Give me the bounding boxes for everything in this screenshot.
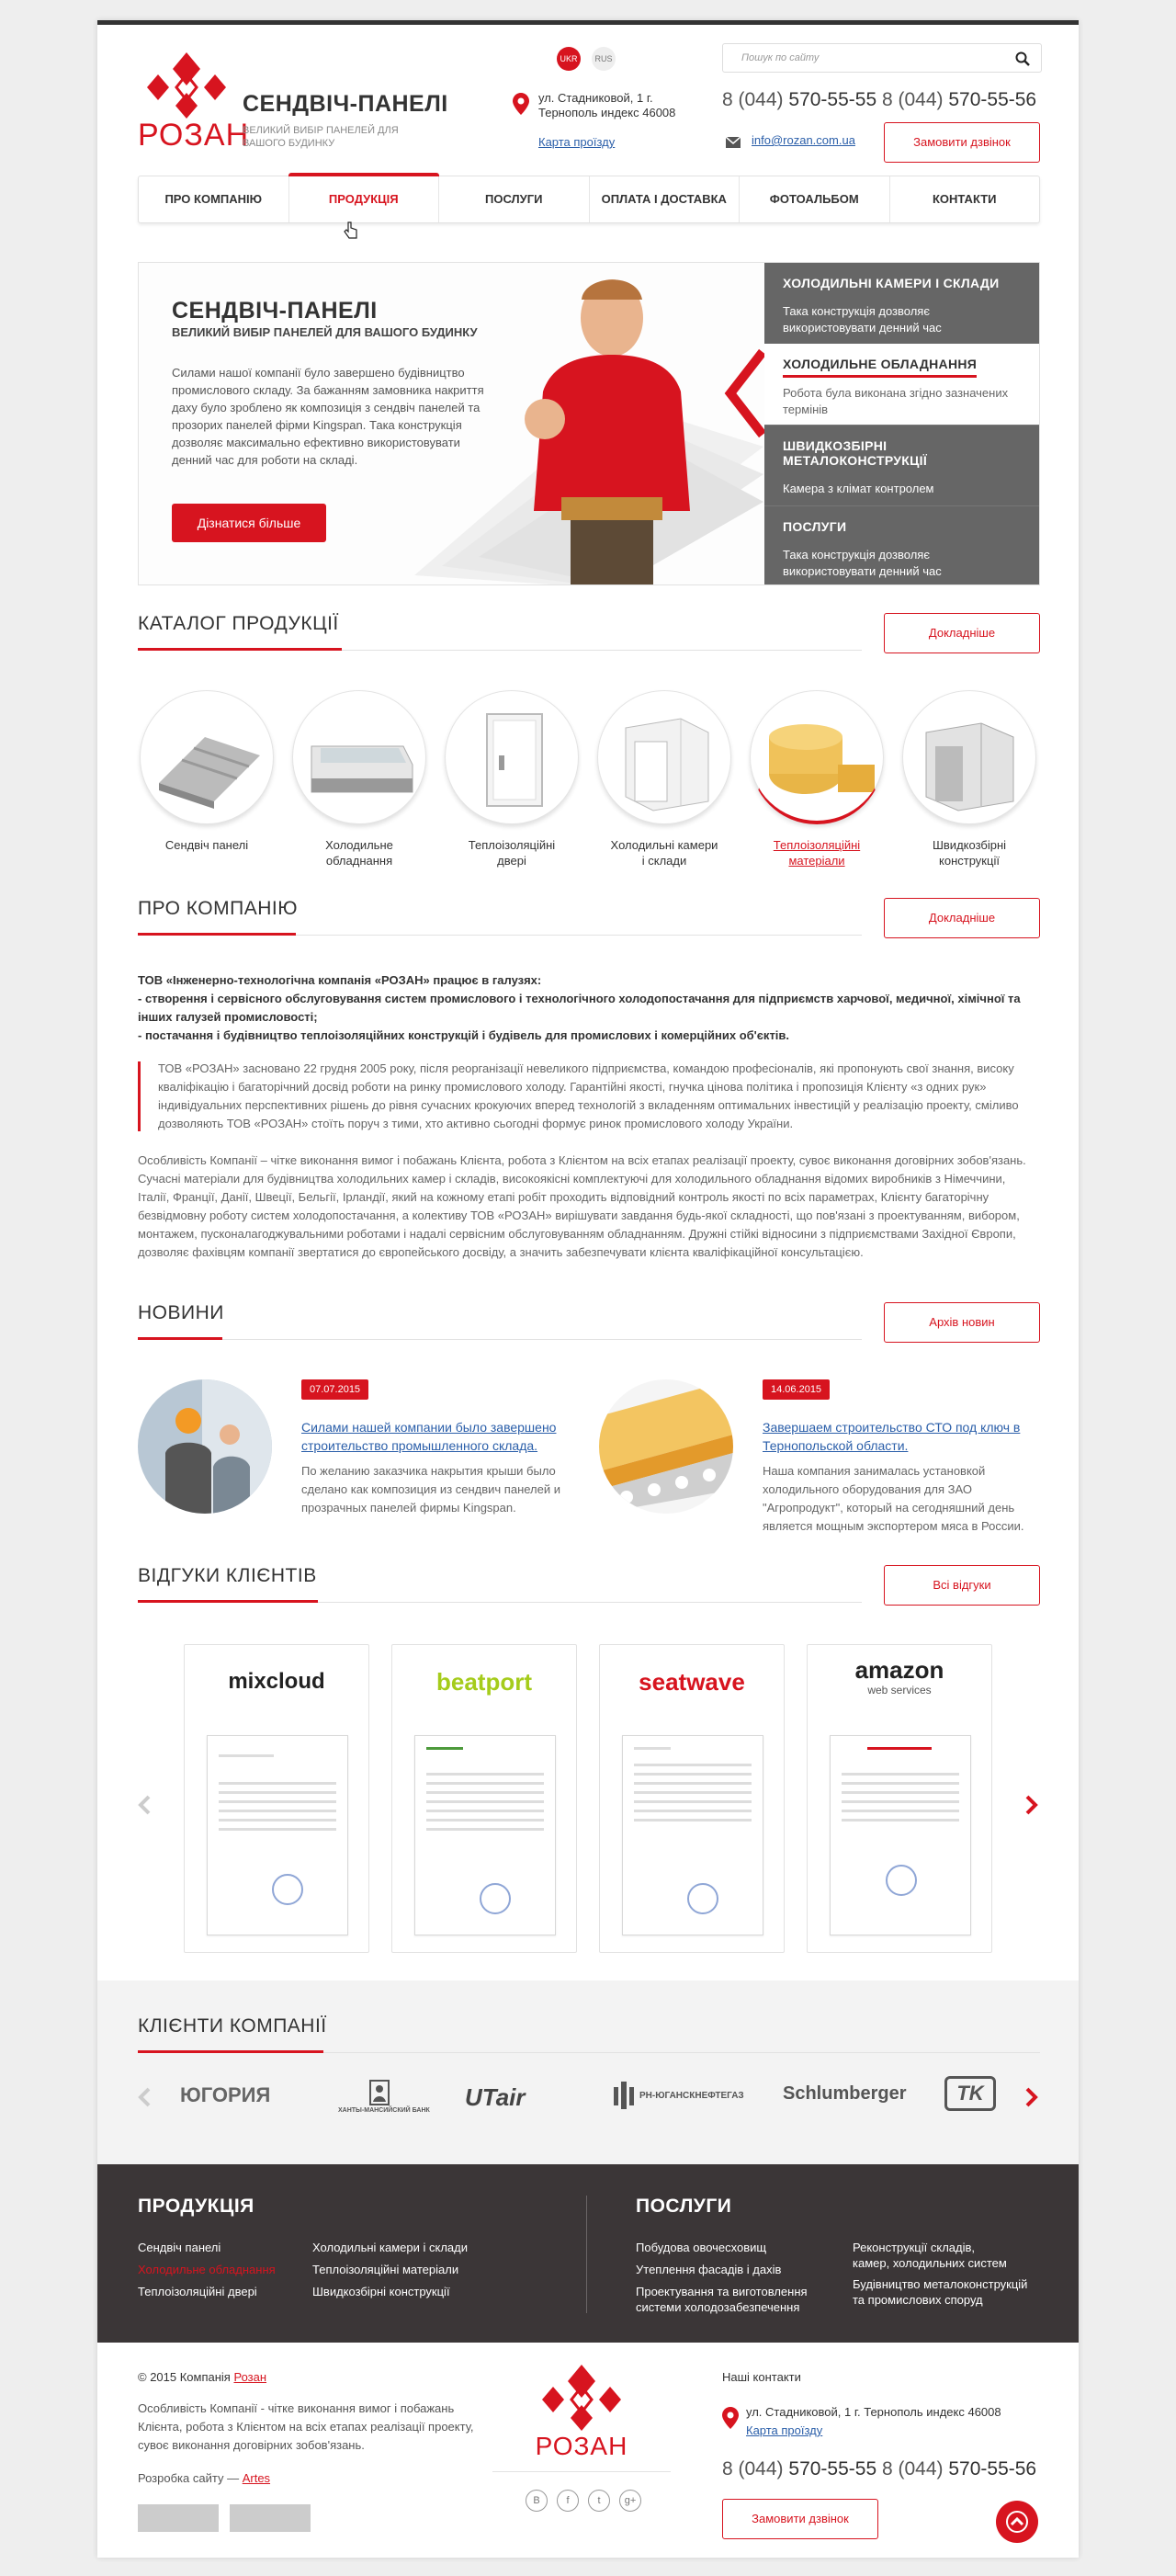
- counter-badge-1[interactable]: [138, 2504, 219, 2532]
- hero-subtitle: ВЕЛИКИЙ ВИБІР ПАНЕЛЕЙ ДЛЯ ВАШОГО БУДИНКУ: [172, 325, 478, 339]
- news-title-link-2[interactable]: Завершаем строительство СТО под ключ в Тернопольской области.: [763, 1420, 1021, 1453]
- cold-room-image: [597, 690, 731, 824]
- insulated-door-image: [445, 690, 579, 824]
- quick-build-image: [902, 690, 1036, 824]
- footer-service-link-1[interactable]: Побудова овочесховищ: [636, 2241, 767, 2254]
- news-archive-button[interactable]: Архів новин: [884, 1302, 1040, 1343]
- review-letter-image: [414, 1735, 556, 1935]
- search-icon[interactable]: [1015, 51, 1030, 66]
- review-card-mixcloud[interactable]: [184, 1644, 369, 1953]
- clients-prev-arrow-icon[interactable]: [138, 2087, 151, 2107]
- hero-tabs: [764, 263, 1040, 585]
- nav-item-products[interactable]: ПРОДУКЦІЯ: [289, 176, 440, 222]
- about-title: ПРО КОМПАНІЮ: [138, 898, 298, 919]
- clients-section: [97, 1980, 1079, 2164]
- catalog-item-cooling[interactable]: Холодильне обладнання: [290, 690, 428, 868]
- footer-services-title: ПОСЛУГИ: [636, 2196, 732, 2217]
- client-logo-rn[interactable]: РН-ЮГАНСКНЕФТЕГАЗ: [639, 2091, 744, 2101]
- location-pin-icon: [513, 93, 529, 115]
- review-card-seatwave[interactable]: [599, 1644, 785, 1953]
- footer-products-title: ПРОДУКЦІЯ: [138, 2196, 254, 2217]
- active-tab-chevron-icon: [721, 347, 767, 439]
- client-logo-schlumberger[interactable]: Schlumberger: [783, 2083, 907, 2104]
- sandwich-panel-image: [140, 690, 274, 824]
- hero-tab-cold-rooms[interactable]: ХОЛОДИЛЬНІ КАМЕРИ І СКЛАДИ Така конструкція дозволяє використовувати денний час: [764, 263, 1040, 344]
- catalog-title: КАТАЛОГ ПРОДУКЦІЇ: [138, 613, 339, 634]
- footer-product-link-6[interactable]: Швидкозбірні конструкції: [312, 2285, 450, 2298]
- contacts-title: Наші контакти: [722, 2370, 801, 2384]
- catalog-underline: [138, 648, 342, 651]
- about-underline: [138, 933, 296, 936]
- footer-description: Особливість Компанії - чітке виконання вимог і побажань Клієнта, робота з Клієнтом на всіх етапах реалізації проекту, сувоє виконання договірних зобов'язань.: [138, 2401, 474, 2452]
- footer-product-link-4[interactable]: Холодильні камери і склади: [312, 2241, 468, 2254]
- hero-text: Силами нашої компанії було завершено будівництво промислового складу. За бажанням замовника накриття даху було зроблено як композиція з сендвіч панелей та прозорих панелей фірми Kingspan. Така конструкція дозволяє максимально ефективно використовувати денний час для роботи на складі.: [172, 366, 484, 467]
- news-image-2[interactable]: [599, 1379, 733, 1514]
- news-underline: [138, 1337, 222, 1340]
- footer-service-link-2[interactable]: Утеплення фасадів і дахів: [636, 2263, 782, 2276]
- logo-text: РОЗАН: [138, 118, 250, 153]
- callback-button[interactable]: Замовити дзвінок: [884, 122, 1040, 163]
- hero-tab-cooling-equipment[interactable]: ХОЛОДИЛЬНЕ ОБЛАДНАННЯ Робота була виконана згідно зазначених термінів: [764, 344, 1040, 425]
- location-pin-icon: [722, 2407, 739, 2429]
- review-letter-image: [622, 1735, 763, 1935]
- catalog-item-cold-rooms[interactable]: Холодильні камери і склади: [595, 690, 733, 868]
- reviews-underline: [138, 1600, 318, 1603]
- catalog-item-sandwich[interactable]: Сендвіч панелі: [138, 690, 276, 853]
- search-input[interactable]: Пошук по сайту: [722, 43, 1042, 73]
- lang-ukr[interactable]: UKR: [557, 47, 581, 71]
- seatwave-logo: seatwave: [639, 1668, 745, 1696]
- main-nav: [138, 176, 1040, 223]
- header-map-link[interactable]: Карта проїзду: [538, 135, 616, 149]
- catalog-item-doors[interactable]: Теплоізоляційні двері: [443, 690, 581, 868]
- catalog-item-quick-build[interactable]: Швидкозбірні конструкції: [900, 690, 1038, 868]
- brand-title: СЕНДВІЧ-ПАНЕЛІ: [243, 91, 448, 117]
- nav-item-photo[interactable]: ФОТОАЛЬБОМ: [740, 176, 890, 222]
- reviews-all-button[interactable]: Всі відгуки: [884, 1565, 1040, 1606]
- footer-service-link-4[interactable]: Реконструкції складів, камер, холодильних систем: [853, 2241, 1007, 2270]
- footer-logo[interactable]: [533, 2359, 630, 2461]
- clients-next-arrow-icon[interactable]: [1025, 2087, 1038, 2107]
- news-divider: [138, 1339, 862, 1340]
- reviews-prev-arrow-icon[interactable]: [138, 1795, 151, 1815]
- social-gplus-icon[interactable]: g+: [619, 2490, 641, 2512]
- footer-links: [97, 2164, 1079, 2343]
- footer-service-link-3[interactable]: Проектування та виготовлення системи холодозабезпечення: [636, 2285, 808, 2314]
- copyright: © 2015 Компанія Розан: [138, 2370, 267, 2384]
- amazon-logo: amazon web services: [854, 1656, 944, 1697]
- scroll-top-button[interactable]: [996, 2501, 1038, 2543]
- reviews-next-arrow-icon[interactable]: [1025, 1795, 1038, 1815]
- brand-tagline: ВЕЛИКИЙ ВИБІР ПАНЕЛЕЙ ДЛЯ ВАШОГО БУДИНКУ: [243, 125, 399, 149]
- news-image-1[interactable]: [138, 1379, 272, 1514]
- learn-more-button[interactable]: Дізнатися більше: [172, 504, 326, 542]
- client-logo-yugoria[interactable]: ЮГОРИЯ: [180, 2083, 271, 2106]
- news-title-link-1[interactable]: Силами нашей компании было завершено строительство промышленного склада.: [301, 1420, 557, 1453]
- footer-product-link-3[interactable]: Теплоізоляційні двері: [138, 2285, 257, 2298]
- nav-item-contacts[interactable]: КОНТАКТИ: [933, 192, 997, 206]
- developer-link[interactable]: Artes: [242, 2471, 271, 2485]
- social-b-icon[interactable]: B: [526, 2490, 548, 2512]
- catalog-more-button[interactable]: Докладніше: [884, 613, 1040, 653]
- news-date-1: 07.07.2015: [301, 1379, 368, 1400]
- beatport-logo: beatport: [436, 1668, 532, 1696]
- rn-logo-icon: [612, 2082, 636, 2109]
- counter-badge-2[interactable]: [230, 2504, 311, 2532]
- nav-item-payment[interactable]: ОПЛАТА І ДОСТАВКА: [590, 176, 741, 222]
- social-facebook-icon[interactable]: f: [557, 2490, 579, 2512]
- header-phones: 8 (044) 570-55-55 8 (044) 570-55-56: [722, 89, 1037, 110]
- hero-tab-services[interactable]: ПОСЛУГИ Така конструкція дозволяє використовувати денний час: [764, 505, 1040, 585]
- cursor-hand-icon: [344, 221, 358, 240]
- news-desc-1: По желанию заказчика накрытия крыши было сделано как композиция из сендвич панелей и прозрачных панелей фирмы Kingspan.: [301, 1464, 561, 1515]
- header-email-link[interactable]: info@rozan.com.ua: [752, 133, 855, 147]
- catalog-item-insulation[interactable]: Теплоізоляційні матеріали: [748, 690, 886, 868]
- rozan-logo-icon: [138, 47, 235, 120]
- hmb-bank-icon: [369, 2080, 390, 2105]
- footer-service-link-5[interactable]: Будівництво металоконструкцій та промислових споруд: [853, 2277, 1028, 2307]
- header-address: ул. Стадниковой, 1 г. Тернополь индекс 46008: [538, 91, 676, 119]
- rozan-logo-icon: [533, 2359, 630, 2433]
- client-logo-utair[interactable]: UTair: [465, 2083, 526, 2111]
- cooling-equipment-image: [292, 690, 426, 824]
- email-icon: [726, 137, 741, 148]
- footer-center-line: [492, 2471, 671, 2472]
- footer-product-link-5[interactable]: Теплоізоляційні матеріали: [312, 2263, 459, 2276]
- client-logo-tk[interactable]: TK: [944, 2076, 996, 2111]
- site-logo[interactable]: [138, 47, 250, 157]
- page: [97, 20, 1079, 2558]
- social-twitter-icon[interactable]: t: [588, 2490, 610, 2512]
- lang-rus[interactable]: RUS: [592, 47, 616, 71]
- nav-item-services[interactable]: ПОСЛУГИ: [439, 176, 590, 222]
- client-logo-hmb[interactable]: ХАНТЫ-МАНСИЙСКИЙ БАНК: [338, 2107, 430, 2114]
- footer-callback-button[interactable]: Замовити дзвінок: [722, 2499, 878, 2539]
- about-quote-bar: [138, 1061, 141, 1131]
- reviews-title: ВІДГУКИ КЛІЄНТІВ: [138, 1565, 317, 1586]
- review-card-amazon[interactable]: [807, 1644, 992, 1953]
- news-desc-2: Наша компания занималась установкой холодильного оборудования для ЗАО "Агропродукт", который на сегодняшний день является мощным экспортером мяса в России.: [763, 1464, 1024, 1533]
- hero-slider: [138, 262, 1040, 585]
- about-bold-text: ТОВ «Інженерно-технологічна компанія «РОЗАН» працює в галузях: - створення і сервісного обслуговування систем промислового і технологічного холодопостачання для підприємств харчової, медичної, хімічної та інших галузей промисловості; - постачання і будівництво теплоізоляційних конструкцій і будівель для промислових і комерційних об'єктів.: [138, 973, 1021, 1042]
- news-title: НОВИНИ: [138, 1302, 224, 1323]
- developer-credit: Розробка сайту — Artes: [138, 2471, 271, 2485]
- nav-item-about[interactable]: ПРО КОМПАНІЮ: [139, 176, 289, 222]
- clients-title: КЛІЄНТИ КОМПАНІЇ: [138, 2015, 327, 2037]
- review-letter-image: [830, 1735, 971, 1935]
- review-card-beatport[interactable]: [391, 1644, 577, 1953]
- mixcloud-logo: mixcloud: [228, 1669, 325, 1694]
- footer-logo-text: РОЗАН: [535, 2432, 628, 2460]
- chevron-up-icon: [996, 2501, 1038, 2543]
- about-more-button[interactable]: Докладніше: [884, 898, 1040, 938]
- about-quote: ТОВ «РОЗАН» засновано 22 грудня 2005 року, після реорганізації невеликого підприємства, командою професіоналів, які пропонують свої знання, високу кваліфікацію і багаторічний досвід роботи на ринку промислового холоду. Гарантійні якості, гнучка цінова політика і пропозиція Клієнту «з одних рук» індивідуальних перспективних рішень до рівня сучасних крокуючих вперед технологій з вкладенням оптимальних інвестицій у реалізацію проекту, сміливо дозволяють ТОВ «РОЗАН» стоїть поруч з тими, хто активно сьогодні формує ринок промислового холоду України.: [158, 1061, 1019, 1130]
- copyright-link[interactable]: Розан: [233, 2370, 267, 2384]
- about-paragraph: Особливість Компанії – чітке виконання вимог і побажань Клієнта, робота з Клієнтом на всіх етапах реалізації проекту, сувоє виконання договірних зобов'язань. Сучасні матеріали для будівництва холодильних камер і складів, високоякісні комплектуючі для холодильного обладнання відомих виробників з Німеччини, Італії, Франції, Данії, Швеції, Бельгії, Ірландії, який на кожному етапі робіт проходить відповідний контроль якості по всіх параметрах, Клієнту багаторічну безвідмовну роботу систем холодопостачання, а колективу ТОВ «РОЗАН» вирішувати завдання будь-якої складності, що пов'язані з проектуванням, вибором, монтажем, пусконалагоджувальними роботами і надалі сервісним обслуговуванням обладнанням. Дружні стійкі відносини з підприємствами Західної Європи, дозволяє фахівцям компанії звертатися до європейського досвіду, а значить забезпечувати клієнта кваліфікаційної консультацією.: [138, 1153, 1026, 1259]
- footer-product-link-2[interactable]: Холодильне обладнання: [138, 2263, 276, 2276]
- footer-product-link-1[interactable]: Сендвіч панелі: [138, 2241, 221, 2254]
- hero-tab-metal-structures[interactable]: ШВИДКОЗБІРНІ МЕТАЛОКОНСТРУКЦІЇ Камера з клімат контролем: [764, 425, 1040, 505]
- worker-illustration: [506, 263, 708, 585]
- news-date-2: 14.06.2015: [763, 1379, 830, 1400]
- footer-address: ул. Стадниковой, 1 г. Тернополь индекс 46008: [746, 2405, 1001, 2419]
- hero-title: СЕНДВІЧ-ПАНЕЛІ: [172, 298, 378, 323]
- footer-phones: 8 (044) 570-55-55 8 (044) 570-55-56: [722, 2458, 1037, 2480]
- footer-divider: [586, 2196, 587, 2313]
- review-letter-image: [207, 1735, 348, 1935]
- footer-map-link[interactable]: Карта проїзду: [746, 2423, 823, 2437]
- footer-bottom: [97, 2343, 1079, 2558]
- clients-underline: [138, 2050, 323, 2053]
- insulation-material-image: [750, 690, 884, 824]
